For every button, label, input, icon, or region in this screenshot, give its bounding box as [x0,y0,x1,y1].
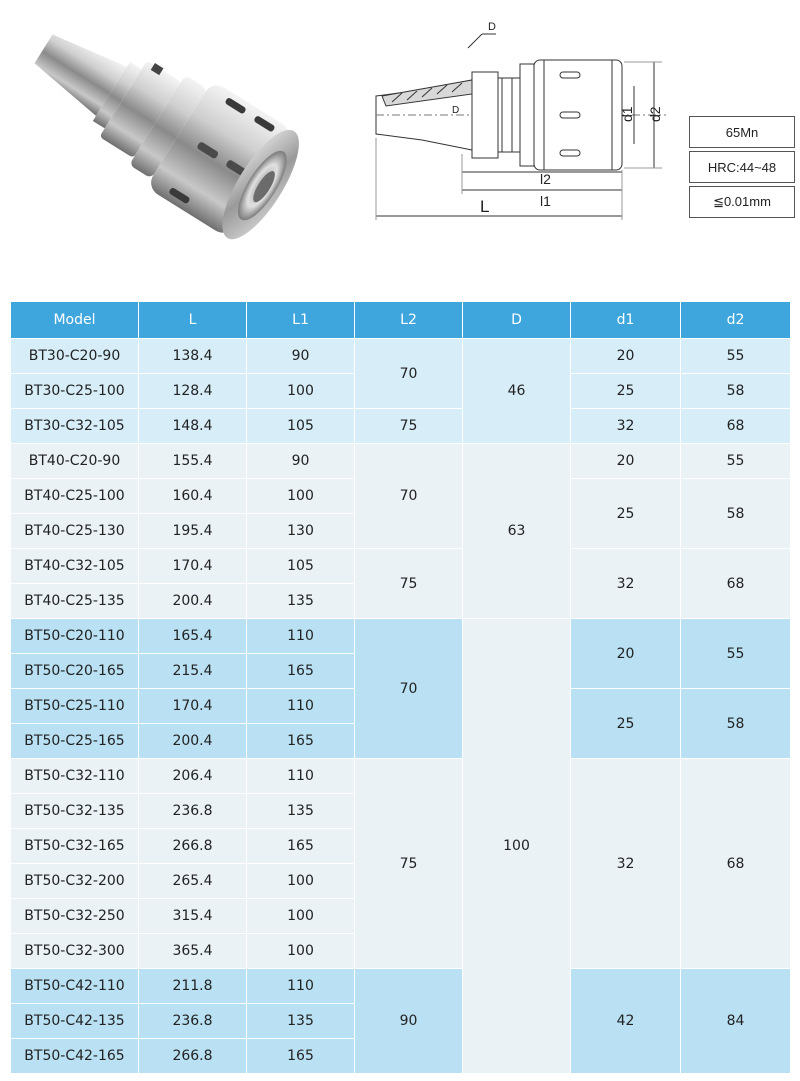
cell-d2: 68 [681,759,791,969]
cell-L: 195.4 [139,514,247,549]
cell-model: BT50-C32-250 [11,899,139,934]
cell-L: 200.4 [139,724,247,759]
cell-L1: 165 [247,1039,355,1074]
cell-d2: 55 [681,619,791,689]
cell-L1: 110 [247,619,355,654]
spec-hardness: HRC:44~48 [689,151,795,183]
cell-L: 170.4 [139,549,247,584]
cell-model: BT50-C32-300 [11,934,139,969]
cell-L1: 165 [247,654,355,689]
cell-L: 266.8 [139,829,247,864]
label-d2: d2 [647,106,663,122]
cell-L: 155.4 [139,444,247,479]
cell-d1: 32 [571,759,681,969]
table-row [11,619,791,654]
cell-d2: 58 [681,479,791,549]
cell-model: BT50-C20-165 [11,654,139,689]
cell-d1: 20 [571,619,681,689]
cell-d2: 58 [681,374,791,409]
cell-model: BT50-C32-135 [11,794,139,829]
label-D-inner: D [452,105,460,116]
cell-model: BT30-C32-105 [11,409,139,444]
cell-L: 365.4 [139,934,247,969]
cell-L2: 75 [355,549,463,619]
cell-L2: 75 [355,759,463,969]
table-row [11,444,791,479]
cell-model: BT40-C25-135 [11,584,139,619]
table-row [11,969,791,1004]
cell-L: 266.8 [139,1039,247,1074]
table-header-row [11,302,791,339]
cell-L: 128.4 [139,374,247,409]
cell-model: BT50-C32-200 [11,864,139,899]
cell-D: 63 [463,444,571,619]
cell-L2: 70 [355,339,463,409]
cell-L: 138.4 [139,339,247,374]
cell-D: 100 [463,619,571,1074]
cell-d2: 58 [681,689,791,759]
cell-model: BT50-C32-165 [11,829,139,864]
cell-L2: 70 [355,619,463,759]
cell-model: BT50-C25-165 [11,724,139,759]
table-row [11,549,791,584]
cell-model: BT50-C42-110 [11,969,139,1004]
table-row [11,339,791,374]
cell-d1: 32 [571,409,681,444]
cell-L1: 165 [247,829,355,864]
cell-L: 215.4 [139,654,247,689]
cell-L1: 105 [247,549,355,584]
cell-model: BT30-C25-100 [11,374,139,409]
cell-L1: 165 [247,724,355,759]
cell-L: 165.4 [139,619,247,654]
table-row [11,409,791,444]
cell-model: BT40-C32-105 [11,549,139,584]
product-photo [30,22,320,240]
cell-d1: 25 [571,374,681,409]
cell-model: BT50-C42-165 [11,1039,139,1074]
cell-L: 211.8 [139,969,247,1004]
cell-d2: 68 [681,549,791,619]
cell-L1: 90 [247,339,355,374]
label-L: L [480,197,490,216]
spec-material: 65Mn [689,116,795,148]
cell-L1: 100 [247,374,355,409]
technical-drawing [362,14,682,228]
cell-L2: 75 [355,409,463,444]
cell-L1: 110 [247,759,355,794]
cell-L1: 135 [247,1004,355,1039]
cell-model: BT40-C25-130 [11,514,139,549]
cell-L1: 100 [247,864,355,899]
cell-L: 315.4 [139,899,247,934]
cell-d2: 55 [681,339,791,374]
cell-L: 200.4 [139,584,247,619]
spec-runout: ≦0.01mm [689,186,795,218]
cell-d1: 25 [571,689,681,759]
cell-L: 265.4 [139,864,247,899]
cell-L1: 100 [247,479,355,514]
cell-d1: 42 [571,969,681,1074]
cell-L: 170.4 [139,689,247,724]
cell-L1: 90 [247,444,355,479]
header-L2: L2 [355,302,463,339]
cell-L: 160.4 [139,479,247,514]
cell-L1: 130 [247,514,355,549]
cell-model: BT50-C32-110 [11,759,139,794]
cell-model: BT50-C20-110 [11,619,139,654]
cell-d1: 25 [571,479,681,549]
cell-d2: 68 [681,409,791,444]
cell-model: BT40-C20-90 [11,444,139,479]
header-d2: d2 [681,302,791,339]
cell-L: 148.4 [139,409,247,444]
cell-d2: 84 [681,969,791,1074]
label-l1: l1 [540,193,551,209]
cell-L1: 100 [247,899,355,934]
header-d1: d1 [571,302,681,339]
cell-L1: 110 [247,969,355,1004]
header-D: D [463,302,571,339]
cell-model: BT40-C25-100 [11,479,139,514]
cell-L2: 90 [355,969,463,1074]
cell-L2: 70 [355,444,463,549]
label-d1: d1 [619,106,635,122]
cell-d1: 20 [571,339,681,374]
header-L: L [139,302,247,339]
cell-model: BT50-C42-135 [11,1004,139,1039]
cell-model: BT50-C25-110 [11,689,139,724]
cell-D: 46 [463,339,571,444]
header-model: Model [11,302,139,339]
spec-table [10,301,791,1074]
cell-L1: 105 [247,409,355,444]
cell-L: 206.4 [139,759,247,794]
cell-L1: 135 [247,584,355,619]
cell-L1: 100 [247,934,355,969]
label-l2: l2 [540,171,551,187]
header-L1: L1 [247,302,355,339]
cell-L: 236.8 [139,794,247,829]
cell-d1: 32 [571,549,681,619]
cell-model: BT30-C20-90 [11,339,139,374]
label-D: D [488,21,496,33]
cell-d1: 20 [571,444,681,479]
table-row [11,759,791,794]
cell-L: 236.8 [139,1004,247,1039]
cell-L1: 135 [247,794,355,829]
cell-d2: 55 [681,444,791,479]
cell-L1: 110 [247,689,355,724]
